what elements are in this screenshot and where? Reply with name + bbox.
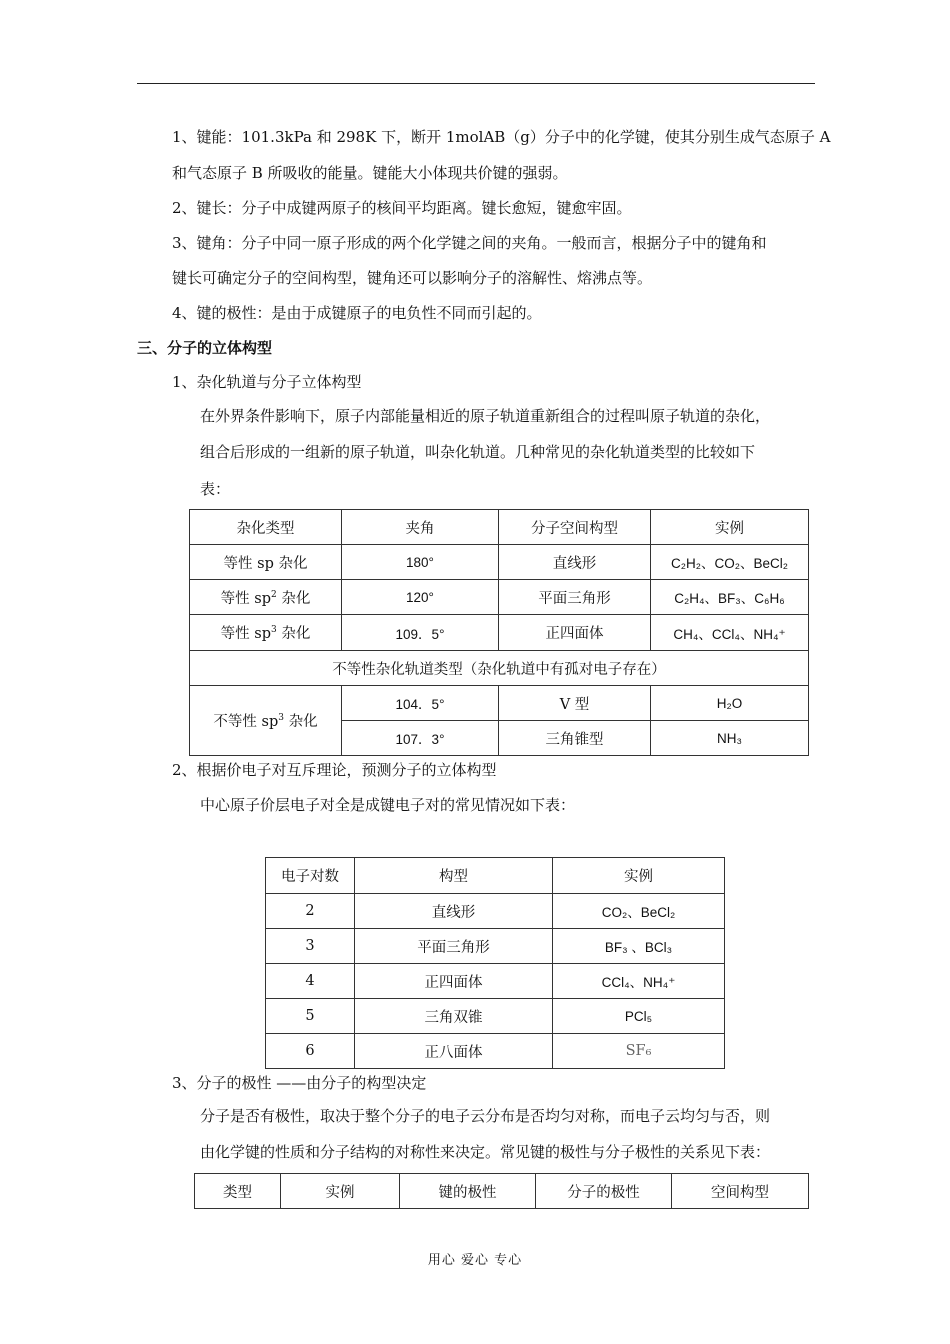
table-cell: H₂O <box>651 686 809 721</box>
table-row <box>266 999 725 1034</box>
hybrid-para-3: 表： <box>200 480 231 498</box>
header-rule <box>137 83 815 84</box>
table-header: 电子对数 <box>266 858 355 894</box>
table-span-row <box>190 651 809 686</box>
para-bond-energy-2: 和气态原子 B 所吸收的能量。键能大小体现共价键的强弱。 <box>172 164 568 182</box>
subsection-title-3: 3、分子的极性 ——由分子的构型决定 <box>172 1074 427 1092</box>
table-cell: 平面三角形 <box>355 929 553 964</box>
table-header: 夹角 <box>342 510 499 545</box>
table-cell: 正四面体 <box>355 964 553 999</box>
table-span-cell: 不等性杂化轨道类型（杂化轨道中有孤对电子存在） <box>190 651 809 686</box>
table-cell <box>190 686 342 756</box>
hybrid-type-suffix: 杂化 <box>283 714 318 730</box>
table-header: 实例 <box>281 1174 400 1209</box>
table-header: 杂化类型 <box>190 510 342 545</box>
table-cell: 平面三角形 <box>499 580 651 615</box>
table-cell: NH₃ <box>651 721 809 756</box>
subsection-title-2: 2、根据价电子对互斥理论，预测分子的立体构型 <box>172 761 497 779</box>
table-row <box>266 964 725 999</box>
table-header-row <box>190 510 809 545</box>
hybrid-type-suffix: 杂化 <box>276 590 311 607</box>
table-row <box>190 580 809 615</box>
page-footer: 用心 爱心 专心 <box>427 1253 523 1268</box>
table-cell: 正八面体 <box>355 1034 553 1069</box>
table-cell: CCl₄、NH₄⁺ <box>553 964 725 999</box>
table-header: 构型 <box>355 858 553 894</box>
table-header: 分子的极性 <box>536 1174 672 1209</box>
table-cell: CH₄、CCl₄、NH₄⁺ <box>651 615 809 651</box>
table-header-row <box>266 858 725 894</box>
table-row <box>266 894 725 929</box>
subsection-title-1: 1、杂化轨道与分子立体构型 <box>172 373 362 391</box>
table-cell: 6 <box>266 1034 355 1069</box>
table-cell: C₂H₂、CO₂、BeCl₂ <box>651 545 809 580</box>
table-cell: 109．5° <box>342 615 499 651</box>
table-cell <box>190 545 342 580</box>
para-bond-angle-1: 3、键角：分子中同一原子形成的两个化学键之间的夹角。一般而言，根据分子中的键角和 <box>172 234 767 252</box>
table-cell: CO₂、BeCl₂ <box>553 894 725 929</box>
polarity-table <box>194 1173 809 1209</box>
table-header: 键的极性 <box>400 1174 536 1209</box>
table-cell: 直线形 <box>499 545 651 580</box>
table-header: 实例 <box>553 858 725 894</box>
table-row <box>190 615 809 651</box>
hybrid-type: 等性 sp 杂化 <box>223 555 308 572</box>
hybrid-type: 等性 sp <box>220 590 271 607</box>
table-cell <box>190 580 342 615</box>
table-row <box>266 1034 725 1069</box>
hybrid-type: 等性 sp <box>220 626 271 642</box>
table-cell: 正四面体 <box>499 615 651 651</box>
table-header: 类型 <box>195 1174 281 1209</box>
table-header: 分子空间构型 <box>499 510 651 545</box>
table-cell: 107．3° <box>342 721 499 756</box>
section-heading: 三、分子的立体构型 <box>137 339 273 357</box>
table-cell: BF₃ 、BCl₃ <box>553 929 725 964</box>
table-cell: 4 <box>266 964 355 999</box>
hybrid-superscript: 2 <box>271 589 277 600</box>
table-cell: SF₆ <box>553 1034 725 1069</box>
table-header: 空间构型 <box>672 1174 809 1209</box>
table-cell <box>190 615 342 651</box>
table-cell: V 型 <box>499 686 651 721</box>
hybrid-superscript: 3 <box>278 713 284 724</box>
table-cell: C₂H₄、BF₃、C₆H₆ <box>651 580 809 615</box>
vsepr-table <box>265 857 725 1069</box>
table-row <box>190 545 809 580</box>
table-cell: 120° <box>342 580 499 615</box>
table-cell: 3 <box>266 929 355 964</box>
table-cell: PCl₅ <box>553 999 725 1034</box>
hybrid-type: 不等性 sp <box>213 714 279 730</box>
hybrid-para-2: 组合后形成的一组新的原子轨道，叫杂化轨道。几种常见的杂化轨道类型的比较如下 <box>200 443 756 461</box>
hybrid-para-1: 在外界条件影响下，原子内部能量相近的原子轨道重新组合的过程叫原子轨道的杂化， <box>200 407 771 425</box>
para-bond-length: 2、键长：分子中成键两原子的核间平均距离。键长愈短，键愈牢固。 <box>172 199 632 217</box>
table-header-row <box>195 1174 809 1209</box>
hybrid-type-suffix: 杂化 <box>276 626 311 642</box>
para-bond-angle-2: 键长可确定分子的空间构型，键角还可以影响分子的溶解性、熔沸点等。 <box>172 269 653 287</box>
table-cell: 2 <box>266 894 355 929</box>
table-row <box>190 686 809 721</box>
table-cell: 三角双锥 <box>355 999 553 1034</box>
para-bond-polarity: 4、键的极性：是由于成键原子的电负性不同而引起的。 <box>172 304 542 322</box>
table-cell: 直线形 <box>355 894 553 929</box>
vsepr-para: 中心原子价层电子对全是成键电子对的常见情况如下表： <box>200 796 576 814</box>
polarity-para-2: 由化学键的性质和分子结构的对称性来决定。常见键的极性与分子极性的关系见下表： <box>200 1143 771 1161</box>
para-bond-energy-1: 1、键能：101.3kPa 和 298K 下，断开 1molAB（g）分子中的化学键，使其分别生成气态原子 A <box>172 128 831 146</box>
hybridization-table <box>189 509 809 756</box>
table-row <box>266 929 725 964</box>
table-cell: 三角锥型 <box>499 721 651 756</box>
hybrid-superscript: 3 <box>271 625 277 636</box>
table-cell: 180° <box>342 545 499 580</box>
polarity-para-1: 分子是否有极性，取决于整个分子的电子云分布是否均匀对称，而电子云均匀与否，则 <box>200 1107 771 1125</box>
table-cell: 104．5° <box>342 686 499 721</box>
table-cell: 5 <box>266 999 355 1034</box>
table-header: 实例 <box>651 510 809 545</box>
